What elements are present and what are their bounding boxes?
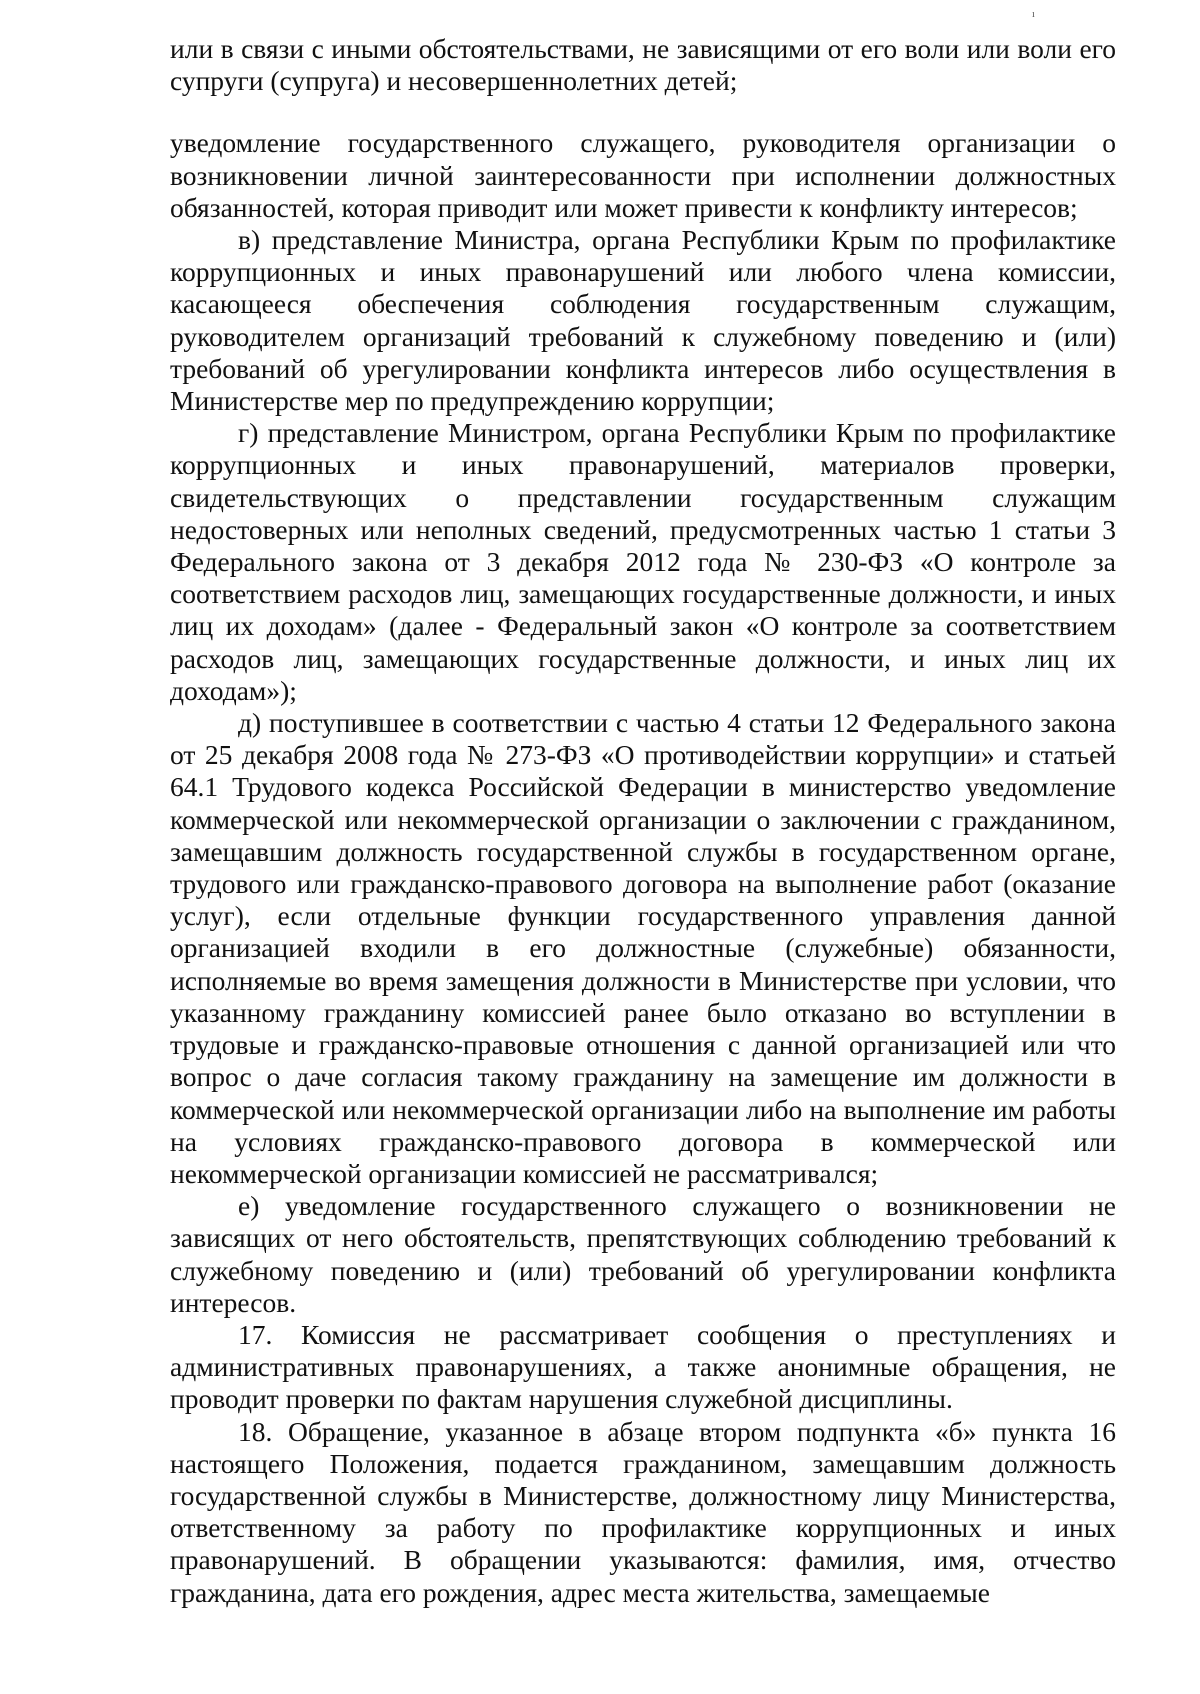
paragraph-continuation: или в связи с иными обстоятельствами, не зависящими от его воли или воли его супруги (супруга) и несовершеннолетних детей;: [170, 33, 1116, 97]
paragraph-item-d: д) поступившее в соответствии с частью 4 статьи 12 Федерального закона от 25 декабря 2008 года № 273-ФЗ «О противодействии коррупции» и статьей 64.1 Трудового кодекса Российской Федерации в министерство уведомление коммерческой или некоммерческой организации о заключении с гражданином, замещавшим должность государственной службы в государственном органе, трудового или гражданско-правового договора на выполнение работ (оказание услуг), если отдельные функции государственного управления данной организацией входили в его должностные (служебные) обязанности, исполняемые во время замещения должности в Министерстве при условии, что указанному гражданину комиссией ранее было отказано во вступлении в трудовые и гражданско-правовые отношения с данной организацией или что вопрос о даче согласия такому гражданину на замещение им должности в коммерческой или некоммерческой организации либо на выполнение им работы на условиях гражданско-правового договора в коммерческой или некоммерческой организации комиссией не рассматривался;: [170, 707, 1116, 1189]
page-mark: ı: [1032, 9, 1035, 20]
paragraph-18: 18. Обращение, указанное в абзаце втором подпункта «б» пункта 16 настоящего Положения, подается гражданином, замещавшим должность государственной службы в Министерстве, должностному лицу Министерства, ответственному за работу по профилактике коррупционных и иных правонарушений. В обращении указываются: фамилия, имя, отчество гражданина, дата его рождения, адрес места жительства, замещаемые: [170, 1415, 1116, 1608]
paragraph-17: 17. Комиссия не рассматривает сообщения о преступлениях и административных правонарушениях, а также анонимные обращения, не проводит проверки по фактам нарушения служебной дисциплины.: [170, 1318, 1116, 1415]
paragraph-item-g: г) представление Министром, органа Республики Крым по профилактике коррупционных и иных правонарушений, материалов проверки, свидетельствующих о представлении государственным служащим недостоверных или неполных сведений, предусмотренных частью 1 статьи 3 Федерального закона от 3 декабря 2012 года № 230-ФЗ «О контроле за соответствием расходов лиц, замещающих государственные должности, и иных лиц их доходам» (далее - Федеральный закон «О контроле за соответствием расходов лиц, замещающих государственные должности, и иных лиц их доходам»);: [170, 417, 1116, 706]
document-body: [170, 33, 1116, 1609]
paragraph-item-v: в) представление Министра, органа Республики Крым по профилактике коррупционных и иных правонарушений или любого члена комиссии, касающееся обеспечения соблюдения государственным служащим, руководителем организаций требований к служебному поведению и (или) требований об урегулировании конфликта интересов либо осуществления в Министерстве мер по предупреждению коррупции;: [170, 224, 1116, 417]
paragraph-item-e: е) уведомление государственного служащего о возникновении не зависящих от него обстоятельств, препятствующих соблюдению требований к служебному поведению и (или) требований об урегулировании конфликта интересов.: [170, 1190, 1116, 1318]
paragraph-notification: уведомление государственного служащего, руководителя организации о возникновении личной заинтересованности при исполнении должностных обязанностей, которая приводит или может привести к конфликту интересов;: [170, 127, 1116, 223]
